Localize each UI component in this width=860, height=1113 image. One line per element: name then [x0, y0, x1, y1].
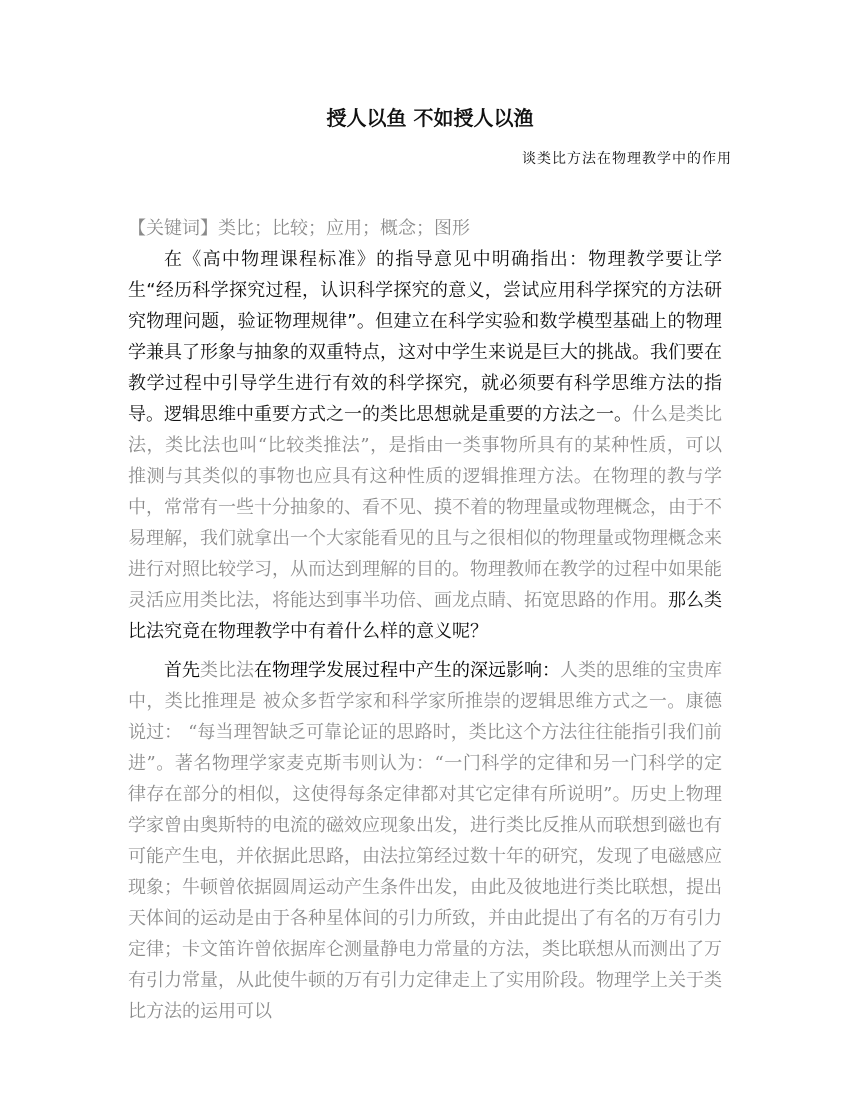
paragraph-2-intro: 人类的思维的宝贵库中，类比推理是 被众多哲学家和科学家所推崇的逻辑思维方式之一。康德说过： “每当理智缺乏可靠论证的思路时，类比这个方法往往能指引我们前进”。著名物理学家麦克斯韦则认为：“一门科学的定律和另一门科学的定律存在部分的相似，这使得每条定律都对其它定律有所说明”。: [128, 660, 722, 805]
paragraph-2-lead-heading: 在物理学发展过程中产生的深远影响：: [254, 660, 560, 681]
paragraph-2-history: 历史上物理学家曾由奥斯特的电流的磁效应现象出发，进行类比反推从而联想到磁也有可能产生电，并依据此思路，由法拉第经过数十年的研究，发现了电磁感应现象；牛顿曾依据圆周运动产生条件出发，由此及彼地进行类比联想，提出天体间的运动是由于各种星体间的引力所致，并由此提出了有名的万有引力定律；卡文笛许曾依据库仑测量静电力常量的方法，类比联想从而测出了万有引力常量，从此使牛顿的万有引力定律走上了实用阶段。物理学上关于类比方法的运用可以: [128, 784, 723, 1022]
paragraph-1-definition: 什么是类比法，类比法也叫“比较类推法”，是指由一类事物所具有的某种性质，可以推测与其类似的事物也应具有这种性质的逻辑推理方法。在物理的教与学中，常常有一些十分抽象的、看不见、摸不着的物理量或物理概念，由于不易理解，我们就拿出一个大家能看见的且与之很相似的物理量或物理概念来进行对照比较学习，从而达到理解的目的。物理教师在教学的过程中如果能灵活应用类比法，将能达到事半功倍、画龙点睛、拓宽思路的作用。: [128, 404, 722, 611]
paragraph-1-question: 那么类比法究竟在物理教学中有着什么样的意义呢？: [128, 590, 722, 642]
document-title: 授人以鱼 不如授人以渔: [326, 106, 534, 130]
paragraph-2-lead-method: 类比法: [200, 660, 254, 681]
paragraph-1-main: 在《高中物理课程标准》的指导意见中明确指出：物理教学要让学生“经历科学探究过程，认识科学探究的意义，尝试应用科学探究的方法研究物理问题，验证物理规律”。但建立在科学实验和数学模型基础上的物理学兼具了形象与抽象的双重特点，这对中学生来说是巨大的挑战。我们要在教学过程中引导学生进行有效的科学探究，就必须要有科学思维方法的指导。逻辑思维中重要方式之一的类比思想就是重要的方法之一。: [128, 249, 722, 425]
document-body: [128, 213, 722, 1027]
paragraph-2: [128, 655, 722, 1027]
keywords-line: 【关键词】类比；比较；应用；概念；图形: [128, 218, 470, 239]
paragraph-1: [128, 244, 722, 647]
paragraph-2-lead-first: 首先: [164, 660, 200, 681]
document-subtitle: 谈类比方法在物理教学中的作用: [522, 151, 732, 167]
